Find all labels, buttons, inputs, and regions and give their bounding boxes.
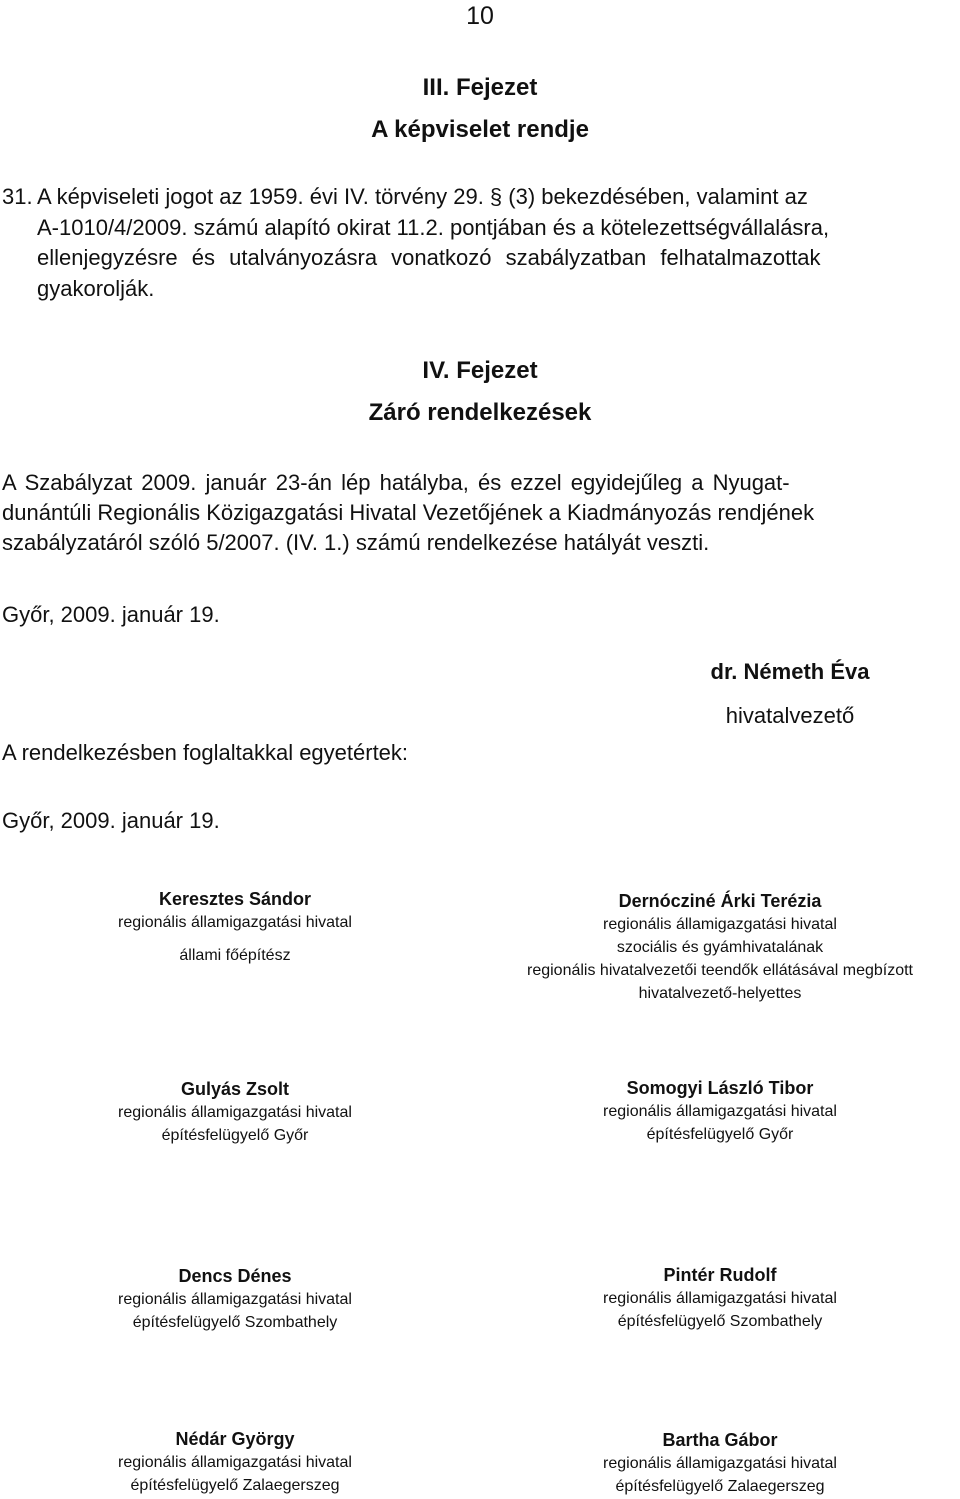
signatory-name: Keresztes Sándor (158, 889, 312, 909)
paragraph-31-line-2: A-1010/4/2009. számú alapító okirat 11.2. pontjában és a kötelezettségvállalásra, (37, 215, 830, 240)
signatory-name: Gulyás Zsolt (180, 1079, 290, 1099)
signatory-line: regionális hivatalvezetői teendők ellátásával megbízott (526, 962, 913, 979)
signatory-block (85, 1078, 385, 1147)
issuer-name: dr. Németh Éva (710, 659, 870, 684)
signatory-block (470, 1429, 960, 1498)
signatory-block (85, 1428, 385, 1497)
signatory-line: építésfelügyelő Győr (161, 1127, 309, 1144)
signatory-block (85, 888, 385, 967)
paragraph-31-line-1 (37, 184, 955, 210)
signatory-line: regionális államigazgatási hivatal (118, 914, 352, 931)
signatory-line: regionális államigazgatási hivatal (118, 1454, 352, 1471)
signatory-line: építésfelügyelő Zalaegerszeg (615, 1478, 825, 1495)
signatory-line: építésfelügyelő Szombathely (617, 1313, 823, 1330)
signatory-name: Pintér Rudolf (663, 1265, 777, 1285)
signatory-line: építésfelügyelő Szombathely (132, 1314, 338, 1331)
signatory-line: regionális államigazgatási hivatal (603, 1103, 837, 1120)
signatory-line: regionális államigazgatási hivatal (603, 1455, 837, 1472)
signatory-name: Bartha Gábor (662, 1430, 778, 1450)
chapter-3-title: III. Fejezet (422, 74, 538, 101)
signatory-line: regionális államigazgatási hivatal (118, 1104, 352, 1121)
page-number: 10 (466, 2, 494, 30)
closing-paragraph-line-3: szabályzatáról szóló 5/2007. (IV. 1.) számú rendelkezése hatályát veszti. (2, 530, 710, 555)
signatory-name: Dernócziné Árki Terézia (618, 891, 822, 911)
signatory-block (85, 1265, 385, 1334)
signatory-line: hivatalvezető-helyettes (638, 985, 802, 1002)
issuer-signature (620, 658, 960, 730)
signatory-line: regionális államigazgatási hivatal (118, 1291, 352, 1308)
signatory-block (470, 890, 960, 1005)
paragraph-31-line-3: ellenjegyzésre és utalványozásra vonatkozó szabályzatban felhatalmazottak (37, 245, 821, 270)
chapter-3-subtitle: A képviselet rendje (371, 116, 589, 143)
agreement-text: A rendelkezésben foglaltakkal egyetértek: (2, 740, 409, 765)
signatory-line: állami főépítész (179, 947, 291, 964)
issuer-title: hivatalvezető (725, 703, 855, 728)
signatory-line: regionális államigazgatási hivatal (603, 916, 837, 933)
date-line-2: Győr, 2009. január 19. (2, 808, 220, 833)
signatory-line: szociális és gyámhivatalának (616, 939, 824, 956)
paragraph-31-line-4: gyakorolják. (37, 276, 155, 301)
signatory-line: építésfelügyelő Zalaegerszeg (130, 1477, 340, 1494)
signatory-line: regionális államigazgatási hivatal (603, 1290, 837, 1307)
paragraph-31-line-1-text: A képviseleti jogot az 1959. évi IV. törvény 29. § (3) bekezdésében, valamint az (37, 184, 808, 209)
signatory-block (470, 1077, 960, 1146)
chapter-4-subtitle: Záró rendelkezések (368, 399, 592, 426)
signatory-name: Dencs Dénes (178, 1266, 292, 1286)
signatory-line: építésfelügyelő Győr (646, 1126, 794, 1143)
date-line-1: Győr, 2009. január 19. (2, 602, 220, 627)
signatory-name: Nédár György (175, 1429, 295, 1449)
closing-paragraph-line-1: A Szabályzat 2009. január 23-án lép hatályba, és ezzel egyidejűleg a Nyugat- (2, 470, 790, 495)
signatory-block (470, 1264, 960, 1333)
signatory-name: Somogyi László Tibor (626, 1078, 814, 1098)
paragraph-number: 31. (2, 184, 33, 209)
closing-paragraph-line-2: dunántúli Regionális Közigazgatási Hivatal Vezetőjének a Kiadmányozás rendjének (2, 500, 815, 525)
chapter-4-title: IV. Fejezet (422, 357, 538, 384)
